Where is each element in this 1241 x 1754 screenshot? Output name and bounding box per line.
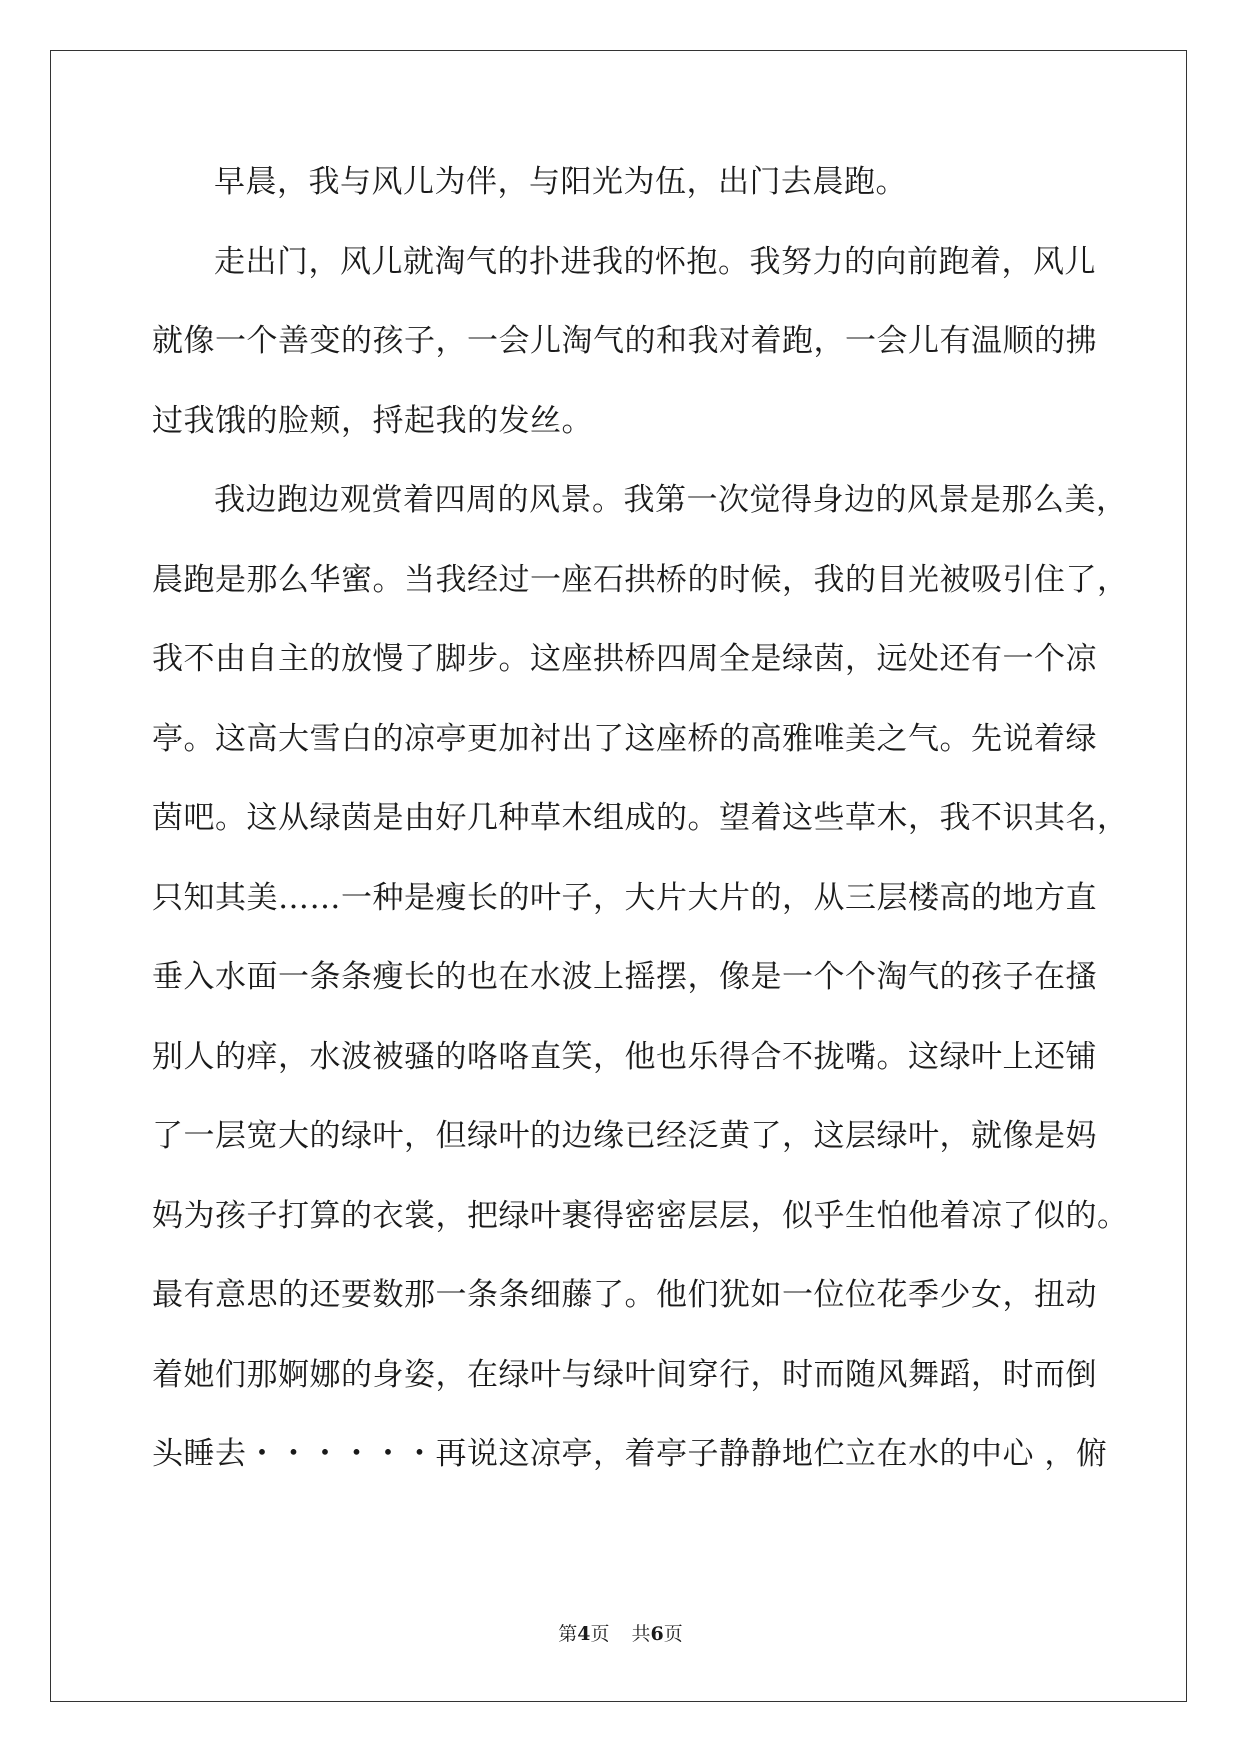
page-total-prefix: 共	[631, 1623, 651, 1645]
page-total-unit: 页	[663, 1623, 683, 1645]
document-body	[152, 162, 1129, 1514]
paragraph-line: 我边跑边观赏着四周的风景。我第一次觉得身边的风景是那么美，	[214, 482, 1128, 518]
paragraph-line: 就像一个善变的孩子，一会儿淘气的和我对着跑，一会儿有温顺的拂	[152, 323, 1097, 359]
paragraph-line: 别人的痒，水波被骚的咯咯直笑，他也乐得合不拢嘴。这绿叶上还铺	[152, 1038, 1097, 1075]
paragraph-line: 垂入水面一条条瘦长的也在水波上摇摆，像是一个个淘气的孩子在搔	[152, 959, 1097, 995]
paragraph-line: 最有意思的还要数那一条条细藤了。他们犹如一位位花季少女，扭动	[152, 1277, 1097, 1313]
paragraph-line: 只知其美……一种是瘦长的叶子，大片大片的，从三层楼高的地方直	[152, 879, 1097, 916]
page-footer	[0, 1622, 1241, 1646]
page-number-prefix: 第	[558, 1623, 578, 1645]
paragraph-line: 茵吧。这从绿茵是由好几种草木组成的。望着这些草木，我不识其名，	[152, 800, 1129, 836]
paragraph-line: 过我饿的脸颊，捋起我的发丝。	[152, 402, 593, 439]
paragraph-line: 头睡去・・・・・・再说这凉亭，着亭子静静地伫立在水的中心 ，俯	[152, 1436, 1108, 1472]
page-total-count: 6	[650, 1623, 664, 1645]
paragraph-line: 亭。这高大雪白的凉亭更加衬出了这座桥的高雅唯美之气。先说着绿	[152, 720, 1097, 757]
paragraph-line: 了一层宽大的绿叶，但绿叶的边缘已经泛黄了，这层绿叶，就像是妈	[152, 1118, 1097, 1154]
paragraph-line: 我不由自主的放慢了脚步。这座拱桥四周全是绿茵，远处还有一个凉	[152, 641, 1097, 677]
page-number-unit: 页	[590, 1623, 610, 1645]
page-number-current: 4	[577, 1623, 591, 1645]
paragraph-line: 走出门，风儿就淘气的扑进我的怀抱。我努力的向前跑着，风儿	[214, 243, 1096, 280]
paragraph-line: 早晨，我与风儿为伴，与阳光为伍，出门去晨跑。	[214, 164, 907, 200]
paragraph-line: 着她们那婀娜的身姿，在绿叶与绿叶间穿行，时而随风舞蹈，时而倒	[152, 1356, 1097, 1393]
paragraph-line: 妈为孩子打算的衣裳，把绿叶裹得密密层层，似乎生怕他着凉了似的。	[152, 1197, 1129, 1234]
paragraph-line: 晨跑是那么华蜜。当我经过一座石拱桥的时候，我的目光被吸引住了，	[152, 561, 1129, 598]
